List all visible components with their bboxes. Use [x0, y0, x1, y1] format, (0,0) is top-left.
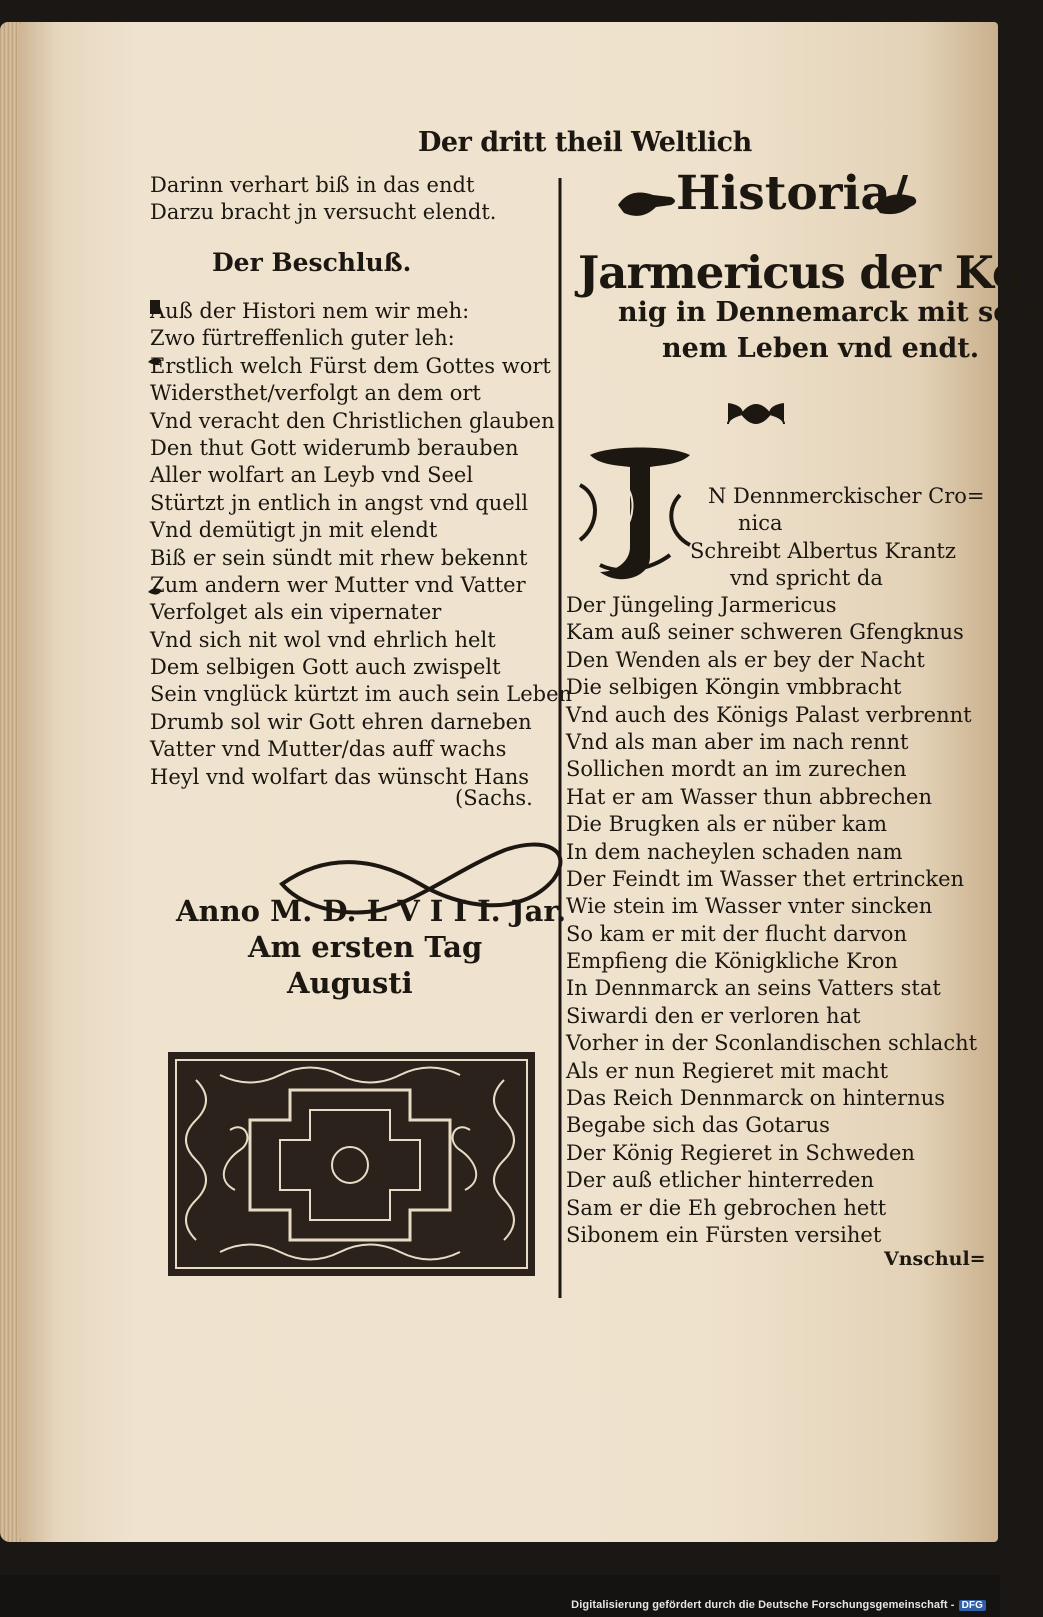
- verse-line: Vnd demütigt jn mit elendt: [150, 518, 438, 543]
- date-line: Anno M. D. L V I I I. Jar.: [176, 894, 567, 928]
- verse-line: Vorher in der Sconlandischen schlacht: [566, 1031, 978, 1056]
- digitization-credit: [571, 1599, 986, 1611]
- verse-line: Hat er am Wasser thun abbrechen: [566, 784, 932, 809]
- verse-line: Der König Regieret in Schweden: [566, 1140, 915, 1165]
- verse-line: Heyl vnd wolfart das wünscht Hans: [150, 764, 530, 789]
- verse-line: Zwo fürtreffenlich guter leh:: [150, 326, 455, 351]
- verse-line: Aller wolfart an Leyb vnd Seel: [150, 463, 474, 488]
- credit-text: Digitalisierung gefördert durch die Deutsche Forschungsgemeinschaft -: [571, 1599, 955, 1611]
- title-historia: Historia/: [676, 166, 909, 221]
- verse-line: Der Jüngeling Jarmericus: [566, 593, 837, 617]
- right-column-verse: [566, 592, 977, 1249]
- verse-line: Der Feindt im Wasser thet ertrincken: [566, 866, 965, 891]
- title-line: nem Leben vnd endt.: [662, 333, 980, 364]
- verse-line: Siwardi den er verloren hat: [566, 1003, 861, 1028]
- verse-line: Zum andern wer Mutter vnd Vatter: [150, 572, 526, 597]
- verse-line: Erstlich welch Fürst dem Gottes wort: [150, 353, 551, 378]
- verse-line: Sibonem ein Fürsten versihet: [566, 1222, 882, 1247]
- verse-line: Sollichen mordt an im zurechen: [566, 757, 907, 782]
- verse-line: In dem nacheylen schaden nam: [566, 839, 903, 864]
- verse-line: Die selbigen Köngin vmbbracht: [566, 675, 902, 700]
- verse-line: Biß er sein sündt mit rhew bekennt: [150, 545, 528, 570]
- text-line: Darinn verhart biß in das endt: [150, 173, 475, 197]
- verse-line: Vnd veracht den Christlichen glauben: [150, 408, 555, 433]
- text-line: Schreibt Albertus Krantz: [690, 538, 956, 563]
- verse-line: Als er nun Regieret mit macht: [566, 1058, 889, 1083]
- woodcut-ornament-block: [168, 1052, 535, 1276]
- verse-line: Das Reich Dennmarck on hinternus: [566, 1086, 946, 1111]
- verse-line: Vatter vnd Mutter/das auff wachs: [150, 737, 507, 762]
- verse-line: Kam auß seiner schweren Gfengknus: [566, 620, 964, 645]
- verse-line: Die Brugken als er nüber kam: [566, 812, 888, 837]
- verse-line: Stürtzt jn entlich in angst vnd quell: [150, 490, 529, 515]
- initial-adjacent-lines: [690, 483, 985, 593]
- section-heading: Der Beschluß.: [212, 248, 412, 277]
- text-line: N Dennmerckischer Cro=: [708, 484, 985, 508]
- verse-line: Empfieng die Königkliche Kron: [566, 949, 898, 974]
- verse-line: Drumb sol wir Gott ehren darneben: [150, 709, 532, 734]
- verse-line: Der auß etlicher hinterreden: [566, 1168, 874, 1193]
- verse-line: Begabe sich das Gotarus: [566, 1113, 830, 1138]
- verse-line: Sein vnglück kürtzt im auch sein Leben: [150, 682, 573, 707]
- fleuron-ornament: [728, 404, 784, 424]
- date-line: Am ersten Tag: [248, 930, 483, 964]
- verse-line: Vnd als man aber im nach rennt: [566, 729, 909, 754]
- verse-line: In Dennmarck an seins Vatters stat: [566, 976, 941, 1001]
- catchword: Vnschul=: [884, 1248, 986, 1270]
- date-line: Augusti: [287, 966, 413, 1000]
- verse-line: Widersthet/verfolgt an dem ort: [150, 381, 481, 406]
- signature-end: (Sachs.: [455, 786, 533, 810]
- title-line: Jarmericus der Kö: [578, 246, 1021, 299]
- text-line: vnd spricht da: [730, 566, 883, 591]
- verse-line: Den Wenden als er bey der Nacht: [566, 647, 925, 672]
- verse-line: Den thut Gott widerumb berauben: [150, 435, 519, 460]
- verse-line: Verfolget als ein vipernater: [150, 600, 442, 625]
- text-line: nica: [738, 511, 783, 536]
- left-hand-ornament: [618, 193, 675, 216]
- left-column-top-lines: [150, 172, 496, 227]
- verse-line: Dem selbigen Gott auch zwispelt: [150, 655, 501, 680]
- dfg-logo: DFG: [959, 1600, 986, 1611]
- text-line: Darzu bracht jn versucht elendt.: [150, 200, 497, 225]
- title-line: nig in Dennemarck mit sei=: [618, 297, 1043, 328]
- verse-line: Vnd auch des Königs Palast verbrennt: [566, 702, 972, 727]
- verse-line: Sam er die Eh gebrochen hett: [566, 1195, 887, 1220]
- running-head: Der dritt theil Weltlich: [418, 127, 752, 158]
- verse-line: Vnd sich nit wol vnd ehrlich helt: [150, 627, 496, 652]
- left-column-verse: [150, 298, 572, 791]
- verse-line: So kam er mit der flucht darvon: [566, 921, 907, 946]
- verse-line: Wie stein im Wasser vnter sincken: [566, 894, 933, 919]
- verse-line: Auß der Histori nem wir meh:: [150, 299, 470, 323]
- decorated-initial-i: [570, 445, 697, 587]
